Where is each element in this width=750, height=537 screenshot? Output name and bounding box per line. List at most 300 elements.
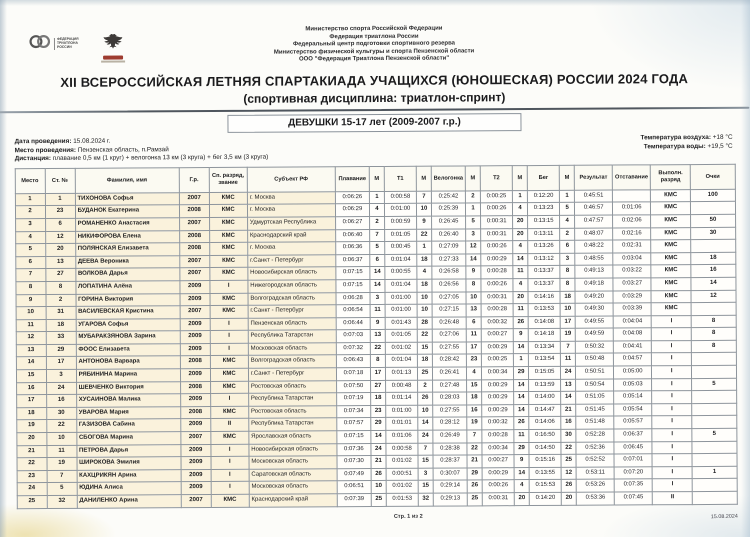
organizer-line: Министерство спорта Российской Федерации xyxy=(305,25,443,33)
cell-gap: 0:04:57 xyxy=(614,353,652,366)
cell-reg: г.Санкт - Петербург xyxy=(248,305,336,318)
cell-pts: 12 xyxy=(691,290,735,303)
cell-m2: 18 xyxy=(417,254,432,267)
col-header-vr: Выполн. разряд xyxy=(650,164,690,189)
cell-res: 0:48:07 xyxy=(575,228,613,241)
cell-run: 0:15:53 xyxy=(529,480,561,493)
cell-m2: 1 xyxy=(417,241,432,254)
cell-t2: 0:00:32 xyxy=(481,316,513,329)
cell-run: 0:14:00 xyxy=(529,392,561,405)
cell-m5: 26 xyxy=(561,480,576,493)
cell-m3: 19 xyxy=(467,417,482,430)
cell-run: 0:14:16 xyxy=(528,291,560,304)
cell-m3: 6 xyxy=(466,317,481,330)
cell-gap: 0:04:08 xyxy=(613,328,651,341)
cell-rk: I xyxy=(211,482,249,495)
cell-m1: 25 xyxy=(371,493,386,506)
cell-res: 0:50:51 xyxy=(576,366,614,379)
cell-sn: 24 xyxy=(46,382,76,395)
cell-sw: 0:07:30 xyxy=(337,456,371,469)
cell-gap: 0:05:14 xyxy=(614,391,652,404)
cell-reg: г.Санкт - Петербург xyxy=(248,368,336,381)
cell-vg: 0:26:48 xyxy=(432,317,466,330)
cell-pts: 18 xyxy=(691,252,735,265)
temperature-block xyxy=(640,134,732,152)
cell-reg: Волгоградская область xyxy=(248,292,336,305)
organizer-line: ООО "Федерация Триатлона Пензенской области" xyxy=(298,55,450,63)
cell-p: 17 xyxy=(16,395,46,408)
cell-t2: 0:00:29 xyxy=(481,253,513,266)
cell-sw: 0:06:44 xyxy=(336,317,370,330)
col-header-sw: Плавание xyxy=(335,166,369,191)
event-discipline: (спортивная дисциплина: триатлон-спринт) xyxy=(243,90,506,106)
cell-m1: 18 xyxy=(371,393,386,406)
date-label: Дата проведения: xyxy=(14,137,72,146)
cell-p: 6 xyxy=(15,256,45,269)
cell-t1: 0:00:45 xyxy=(385,241,417,254)
cell-m5: 30 xyxy=(561,429,576,442)
cell-gap: 0:07:20 xyxy=(614,467,652,480)
cell-t2: 0:00:25 xyxy=(481,354,513,367)
cell-m4: 29 xyxy=(514,367,529,380)
organizer-line: Федерация триатлона России xyxy=(329,33,419,40)
cell-vg: 0:26:41 xyxy=(432,367,466,380)
cell-vr: I xyxy=(651,315,691,328)
cell-pts: 5 xyxy=(692,428,736,441)
cell-t2: 0:00:27 xyxy=(481,329,513,342)
cell-vg: 0:26:45 xyxy=(432,216,466,229)
cell-run: 0:14:06 xyxy=(529,417,561,430)
cell-gap: 0:05:03 xyxy=(614,378,652,391)
cell-vg: 0:25:39 xyxy=(431,203,465,216)
page-footer xyxy=(2,511,750,528)
cell-sn: 16 xyxy=(46,395,76,408)
place-label: Место проведения: xyxy=(14,146,77,154)
cell-run: 0:14:50 xyxy=(529,442,561,455)
cell-p: 8 xyxy=(15,281,45,294)
cell-t2: 0:00:29 xyxy=(482,467,514,480)
cell-t2: 0:00:28 xyxy=(481,304,513,317)
cell-sn: 3 xyxy=(46,369,76,382)
cell-run: 0:13:26 xyxy=(528,240,560,253)
cell-m5: 25 xyxy=(561,454,576,467)
print-date: 15.08.2024 xyxy=(710,513,738,520)
cell-m3: 14 xyxy=(466,254,481,267)
cell-m5: 1 xyxy=(560,190,575,203)
cell-p: 21 xyxy=(16,445,46,458)
cell-vg: 0:27:48 xyxy=(433,380,467,393)
cell-res: 0:49:20 xyxy=(575,291,613,304)
cell-rk: II xyxy=(211,419,249,432)
cell-name: УГАРОВА Софья xyxy=(76,318,180,331)
distance-label: Дистанция: xyxy=(14,155,51,163)
cell-name: ЮДИНА Алиса xyxy=(77,482,181,495)
cell-name: ВОЛКОВА Дарья xyxy=(75,268,179,281)
cell-sw: 0:07:34 xyxy=(337,405,371,418)
cell-t1: 0:01:13 xyxy=(385,367,417,380)
distance-value: плавание 0,5 км (1 круг) + велогонка 13 км (3 круга) + бег 3,5 км (3 круга) xyxy=(52,153,269,163)
col-header-res: Результат xyxy=(574,165,612,190)
cell-m4: 20 xyxy=(514,493,529,506)
cell-reg: Ростовская область xyxy=(248,406,336,419)
cell-m2: 10 xyxy=(418,405,433,418)
cell-m4: 11 xyxy=(514,430,529,443)
cell-vr: I xyxy=(652,340,692,353)
cell-vg: 0:26:58 xyxy=(432,266,466,279)
cell-p: 9 xyxy=(16,294,46,307)
cell-m4: 1 xyxy=(512,190,527,203)
cell-gap: 0:03:22 xyxy=(613,265,651,278)
cell-pts: 5 xyxy=(692,378,736,391)
cell-vg: 0:30:07 xyxy=(433,468,467,481)
cell-gap: 0:02:16 xyxy=(613,227,651,240)
cell-vg: 0:27:55 xyxy=(432,342,466,355)
cell-t1: 0:01:02 xyxy=(386,481,418,494)
cell-m5: 22 xyxy=(561,442,576,455)
cell-res: 0:46:57 xyxy=(575,202,613,215)
cell-vg: 0:28:38 xyxy=(433,443,467,456)
cell-name: ТИХОНОВА Софья xyxy=(75,192,179,205)
cell-gap: 0:02:06 xyxy=(613,215,651,228)
cell-vr: КМС xyxy=(651,265,691,278)
air-temp-label: Температура воздуха: xyxy=(640,133,712,142)
coat-of-arms xyxy=(101,34,125,63)
cell-t1: 0:00:58 xyxy=(386,443,418,456)
cell-rk: I xyxy=(210,331,248,344)
cell-m5: 20 xyxy=(561,492,576,505)
cell-t1: 0:00:48 xyxy=(385,380,417,393)
cell-res: 0:49:13 xyxy=(575,265,613,278)
header-logos xyxy=(29,34,125,64)
col-header-run: Бег xyxy=(527,165,559,190)
cell-rk: КМС xyxy=(210,268,248,281)
cell-m4: 26 xyxy=(513,316,528,329)
cell-m3: 25 xyxy=(467,493,482,506)
cell-t1: 0:01:43 xyxy=(385,317,417,330)
cell-m4: 4 xyxy=(513,203,528,216)
cell-m1: 10 xyxy=(371,481,386,494)
cell-m4: 29 xyxy=(514,442,529,455)
cell-pts xyxy=(692,441,736,454)
cell-m5: 8 xyxy=(560,266,575,279)
cell-yr: 2009 xyxy=(180,331,210,344)
cell-m4: 14 xyxy=(514,379,529,392)
cell-m2: 10 xyxy=(416,203,431,216)
cell-yr: 2008 xyxy=(180,356,210,369)
cell-t2: 0:00:32 xyxy=(482,417,514,430)
cell-p: 18 xyxy=(16,407,46,420)
cell-vr: I xyxy=(652,429,692,442)
cell-res: 0:48:22 xyxy=(575,240,613,253)
cell-t1: 0:01:00 xyxy=(385,292,417,305)
cell-sw: 0:06:37 xyxy=(336,254,370,267)
cell-t2: 0:00:31 xyxy=(481,216,513,229)
cell-vg: 0:26:56 xyxy=(432,279,466,292)
cell-m5: 5 xyxy=(560,203,575,216)
cell-yr: 2007 xyxy=(179,217,209,230)
cell-yr: 2009 xyxy=(180,419,210,432)
cell-yr: 2009 xyxy=(180,394,210,407)
cell-m1: 27 xyxy=(370,380,385,393)
cell-sw: 0:06:40 xyxy=(336,229,370,242)
cell-rk: КМС xyxy=(209,242,247,255)
cell-sn: 20 xyxy=(45,243,75,256)
cell-reg: г. Москва xyxy=(247,191,335,204)
cell-sw: 0:06:36 xyxy=(336,242,370,255)
cell-reg: Московская область xyxy=(249,456,337,469)
cell-res: 0:51:05 xyxy=(576,391,614,404)
cell-m2: 10 xyxy=(417,292,432,305)
cell-vr: I xyxy=(652,454,692,467)
cell-rk: КМС xyxy=(210,305,248,318)
cell-sw: 0:06:51 xyxy=(337,481,371,494)
cell-name: ГОРИНА Виктория xyxy=(76,293,180,306)
cell-p: 16 xyxy=(16,382,46,395)
cell-sw: 0:06:26 xyxy=(335,191,369,204)
cell-vr: I xyxy=(651,328,691,341)
col-header-vg: Велогонка xyxy=(431,166,465,191)
cell-m4: 26 xyxy=(514,417,529,430)
cell-m5: 14 xyxy=(561,392,576,405)
header-divider xyxy=(0,107,749,114)
cell-yr: 2009 xyxy=(180,318,210,331)
cell-pts: 8 xyxy=(691,315,735,328)
cell-t2: 0:00:26 xyxy=(481,241,513,254)
cell-run: 0:15:05 xyxy=(529,366,561,379)
cell-rk: I xyxy=(211,444,249,457)
cell-m2: 15 xyxy=(417,342,432,355)
cell-run: 0:13:15 xyxy=(528,215,560,228)
cell-name: РОМАНЕНКО Анастасия xyxy=(75,218,179,231)
cell-m5: 13 xyxy=(561,379,576,392)
cell-pts: 30 xyxy=(691,227,735,240)
cell-vg: 0:28:37 xyxy=(433,455,467,468)
cell-m3: 13 xyxy=(466,304,481,317)
cell-p: 11 xyxy=(16,319,46,332)
cell-reg: Новосибирская область xyxy=(248,267,336,280)
cell-t1: 0:01:04 xyxy=(385,254,417,267)
place-value: Пензенская область, п.Рамзай xyxy=(77,145,169,154)
cell-m5: 21 xyxy=(561,404,576,417)
cell-m5: 19 xyxy=(560,329,575,342)
cell-vg: 0:25:42 xyxy=(431,191,465,204)
cell-run: 0:13:11 xyxy=(528,228,560,241)
cell-p: 5 xyxy=(15,244,45,257)
cell-reg: Волгоградская область xyxy=(248,355,336,368)
cell-sn: 33 xyxy=(46,332,76,345)
cell-sw: 0:07:49 xyxy=(337,468,371,481)
cell-sw: 0:06:27 xyxy=(335,216,369,229)
cell-sw: 0:07:18 xyxy=(336,368,370,381)
cell-gap: 0:06:37 xyxy=(614,429,652,442)
cell-run: 0:13:34 xyxy=(528,341,560,354)
cell-pts xyxy=(692,479,736,492)
cell-p: 14 xyxy=(16,357,46,370)
cell-m5: 4 xyxy=(560,215,575,228)
cell-yr: 2007 xyxy=(180,268,210,281)
cell-sn: 1 xyxy=(45,193,75,206)
cell-t2: 0:00:31 xyxy=(482,493,514,506)
cell-sn: 27 xyxy=(45,269,75,282)
cell-rk: КМС xyxy=(210,406,248,419)
cell-gap: 0:03:04 xyxy=(613,253,651,266)
cell-p: 2 xyxy=(15,206,45,219)
cell-m3: 1 xyxy=(466,203,481,216)
cell-name: ВАСИЛЕВСКАЯ Кристина xyxy=(76,306,180,319)
cell-vr: КМС xyxy=(651,215,691,228)
cell-reg: г. Москва xyxy=(247,242,335,255)
cell-run: 0:13:12 xyxy=(528,253,560,266)
cell-sn: 11 xyxy=(46,445,76,458)
cell-m3: 11 xyxy=(466,329,481,342)
cell-rk: КМС xyxy=(210,381,248,394)
cell-m3: 9 xyxy=(466,266,481,279)
cell-reg: Московская область xyxy=(248,343,336,356)
cell-name: ХУСАИНОВА Малика xyxy=(76,394,180,407)
cell-reg: Удмуртская Республика xyxy=(247,217,335,230)
cell-p: 3 xyxy=(15,218,45,231)
cell-t1: 0:01:05 xyxy=(385,330,417,343)
cell-name: ШИРОКОВА Эмилия xyxy=(77,457,181,470)
cell-t1: 0:00:55 xyxy=(385,267,417,280)
cell-yr: 2009 xyxy=(181,444,211,457)
cell-rk: I xyxy=(210,343,248,356)
cell-yr: 2009 xyxy=(180,280,210,293)
cell-vr: II xyxy=(652,492,692,505)
cell-m3: 26 xyxy=(467,480,482,493)
cell-m4: 1 xyxy=(513,354,528,367)
cell-m1: 14 xyxy=(370,279,385,292)
cell-sw: 0:07:39 xyxy=(337,494,371,507)
cell-sw: 0:07:19 xyxy=(337,393,371,406)
cell-reg: Московская область xyxy=(249,481,337,494)
cell-pts: 8 xyxy=(692,328,736,341)
cell-run: 0:14:18 xyxy=(528,329,560,342)
cell-run: 0:13:37 xyxy=(528,266,560,279)
cell-vr: КМС xyxy=(651,290,691,303)
cell-m1: 11 xyxy=(370,305,385,318)
cell-t2: 0:00:31 xyxy=(481,291,513,304)
cell-pts xyxy=(692,454,736,467)
cell-vr: I xyxy=(652,353,692,366)
cell-p: 13 xyxy=(16,344,46,357)
cell-m1: 13 xyxy=(370,330,385,343)
cell-m3: 18 xyxy=(467,392,482,405)
cell-m3: 23 xyxy=(466,354,481,367)
emblem-underline xyxy=(101,61,125,63)
cell-vr: КМС xyxy=(651,189,691,202)
triathlon-federation-logo xyxy=(29,34,87,54)
cell-m4: 4 xyxy=(513,241,528,254)
cell-t1: 0:01:05 xyxy=(385,229,417,242)
cell-yr: 2007 xyxy=(181,432,211,445)
cell-vr: КМС xyxy=(651,303,691,316)
cell-vr: КМС xyxy=(651,202,691,215)
cell-m3: 2 xyxy=(465,191,480,204)
cell-yr: 2007 xyxy=(181,495,211,508)
age-group-title: ДЕВУШКИ 15-17 лет (2009-2007 г.р.) xyxy=(227,113,521,133)
cell-gap: 0:03:27 xyxy=(613,278,651,291)
cell-reg: Пензенская область xyxy=(248,317,336,330)
cell-t1: 0:01:04 xyxy=(385,355,417,368)
cell-vr: I xyxy=(652,403,692,416)
cell-sn: 12 xyxy=(45,231,75,244)
cell-m4: 14 xyxy=(514,467,529,480)
col-header-m5: М xyxy=(559,165,574,190)
cell-m3: 22 xyxy=(467,442,482,455)
cell-run: 0:14:20 xyxy=(529,492,561,505)
cell-res: 0:51:45 xyxy=(576,404,614,417)
cell-m3: 17 xyxy=(466,342,481,355)
cell-yr: 2008 xyxy=(179,205,209,218)
cell-reg: Ростовская область xyxy=(248,380,336,393)
cell-t1: 0:01:06 xyxy=(386,430,418,443)
water-temp-line xyxy=(641,142,733,151)
cell-rk: I xyxy=(211,469,249,482)
cell-run: 0:16:50 xyxy=(529,429,561,442)
cell-vg: 0:28:12 xyxy=(433,417,467,430)
cell-name: КАХЦРИКЯН Арина xyxy=(77,470,181,483)
cell-m4: 14 xyxy=(513,341,528,354)
cell-sn: 23 xyxy=(45,206,75,219)
cell-vg: 0:28:42 xyxy=(432,354,466,367)
water-temp-label: Температура воды: xyxy=(643,142,706,150)
cell-rk: КМС xyxy=(209,205,247,218)
cell-pts: 100 xyxy=(691,189,735,202)
cell-sn: 8 xyxy=(45,281,75,294)
cell-m2: 7 xyxy=(418,443,433,456)
cell-res: 0:48:55 xyxy=(575,253,613,266)
cell-m2: 18 xyxy=(417,279,432,292)
cell-m1: 2 xyxy=(369,216,384,229)
cell-res: 0:53:26 xyxy=(576,479,614,492)
cell-m5: 2 xyxy=(560,228,575,241)
cell-res: 0:49:30 xyxy=(575,303,613,316)
cell-sw: 0:07:03 xyxy=(336,330,370,343)
col-header-rk: Сп. разряд, звание xyxy=(209,167,247,192)
col-header-sn: Ст. № xyxy=(45,168,75,193)
cell-gap: 0:03:39 xyxy=(613,303,651,316)
cell-m5: 8 xyxy=(560,278,575,291)
cell-run: 0:12:20 xyxy=(527,190,559,203)
cell-t1: 0:01:53 xyxy=(386,493,418,506)
col-header-p: Место xyxy=(15,168,45,193)
cell-reg: Ярославская область xyxy=(249,431,337,444)
cell-t1: 0:01:02 xyxy=(386,455,418,468)
cell-m4: 9 xyxy=(513,329,528,342)
cell-vg: 0:29:13 xyxy=(433,493,467,506)
cell-name: ШЕВЧЕНКО Виктория xyxy=(76,381,180,394)
cell-m2: 32 xyxy=(418,493,433,506)
cell-t2: 0:00:28 xyxy=(481,266,513,279)
cell-m5: 10 xyxy=(560,303,575,316)
col-header-t2: Т2 xyxy=(480,165,512,190)
cell-run: 0:13:59 xyxy=(529,379,561,392)
cell-rk: КМС xyxy=(210,255,248,268)
cell-m1: 1 xyxy=(369,191,384,204)
cell-m1: 5 xyxy=(370,242,385,255)
double-eagle-icon xyxy=(103,34,123,55)
cell-m2: 22 xyxy=(417,329,432,342)
cell-vr: КМС xyxy=(651,240,691,253)
cell-name: БУДАНОК Екатерина xyxy=(75,205,179,218)
cell-t2: 0:00:25 xyxy=(480,190,512,203)
col-header-m3: М xyxy=(465,166,480,191)
cell-rk: КМС xyxy=(210,356,248,369)
cell-reg: Республика Татарстан xyxy=(248,330,336,343)
cell-rk: КМС xyxy=(211,431,249,444)
cell-m1: 9 xyxy=(370,317,385,330)
